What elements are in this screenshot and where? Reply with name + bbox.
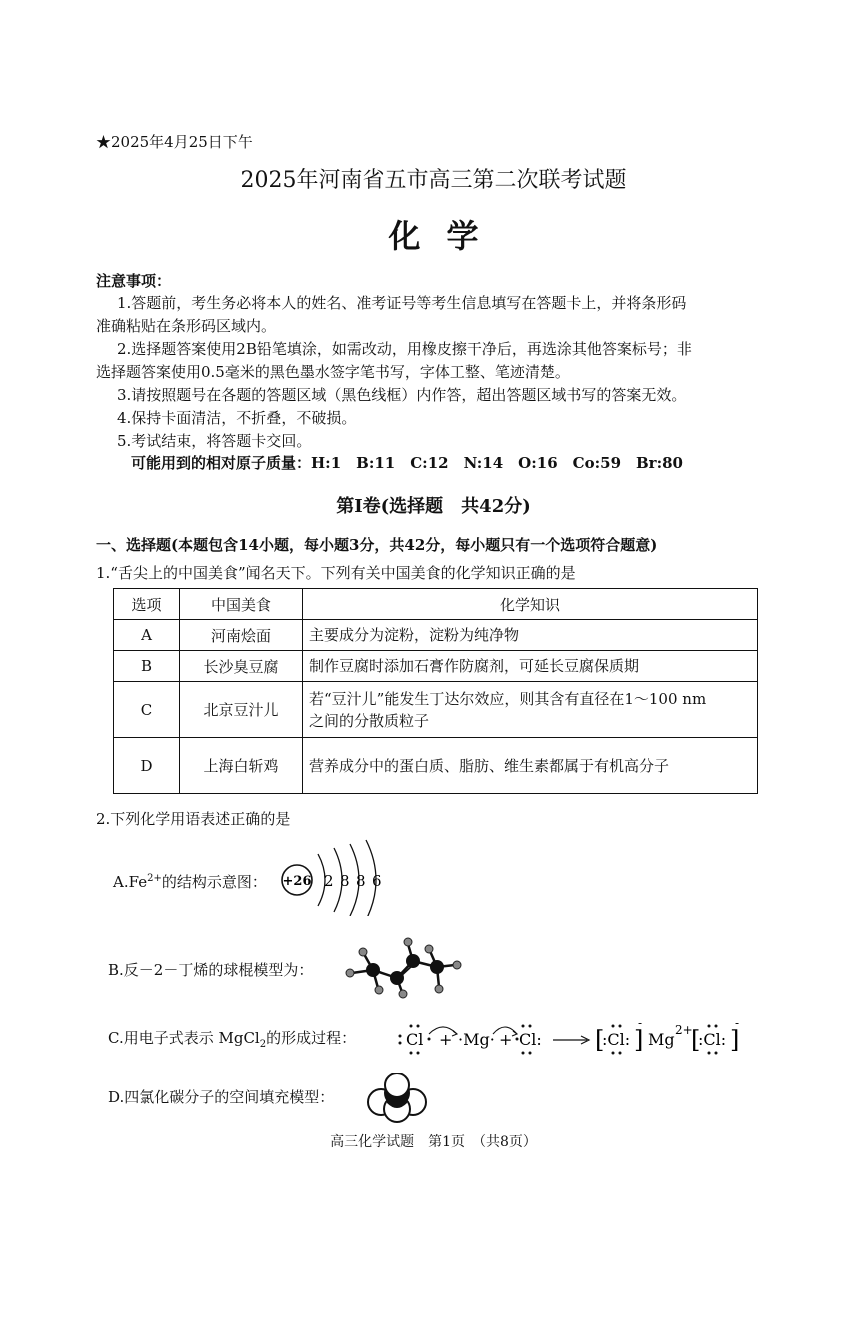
- volume-title: 第Ⅰ卷(选择题 共42分): [336, 496, 531, 517]
- note-line-6: 4.保持卡面清洁，不折叠，不破损。: [117, 409, 357, 427]
- knowledge-line-1: 若“豆汁儿”能发生丁达尔效应，则其含有直径在1～100 nm: [309, 689, 707, 708]
- row-option: D: [114, 738, 180, 794]
- table-row: [114, 651, 758, 682]
- bracket-left: [: [691, 1026, 701, 1054]
- atomic-masses: 可能用到的相对原子质量：H:1 B:11 C:12 N:14 O:16 Co:59 Br:80: [131, 454, 683, 472]
- cl-symbol: Cl:: [519, 1030, 542, 1049]
- cl-charge: -: [638, 1016, 643, 1030]
- note-line-1: 1.答题前，考生务必将本人的姓名、准考证号等考生信息填写在答题卡上，并将条形码: [117, 294, 687, 312]
- row-food: 长沙臭豆腐: [180, 651, 303, 682]
- row-food: 河南烩面: [180, 620, 303, 651]
- row-knowledge: 营养成分中的蛋白质、脂肪、维生素都属于有机高分子: [303, 738, 758, 794]
- space-filling-model: [367, 1073, 427, 1123]
- c-suffix: 的形成过程：: [266, 1029, 357, 1047]
- exam-title: 2025年河南省五市高三第二次联考试题: [240, 168, 627, 193]
- note-line-5: 3.请按照题号在各题的答题区域（黑色线框）内作答，超出答题区域书写的答案无效。: [117, 386, 687, 404]
- q2-option-d-label: D.四氯化碳分子的空间填充模型：: [108, 1088, 335, 1106]
- shell-electrons: 8: [340, 872, 350, 890]
- exam-date: ★2025年4月25日下午: [96, 133, 253, 151]
- q2-option-c-label: [108, 1027, 356, 1050]
- subject-title: 化学: [388, 217, 505, 255]
- table-row: [114, 682, 758, 738]
- shell-electrons: 2: [324, 872, 334, 890]
- c-sub: 2: [259, 1039, 267, 1050]
- q2-option-a-label: [113, 871, 267, 892]
- mg-charge: 2+: [675, 1023, 693, 1037]
- knowledge-line-2: 之间的分散质粒子: [309, 711, 430, 730]
- row-food: 上海白斩鸡: [180, 738, 303, 794]
- bracket-right: ]: [634, 1026, 644, 1054]
- product-mg: Mg: [648, 1030, 675, 1049]
- product-cl: :Cl:: [698, 1030, 727, 1049]
- table-header-row: [114, 589, 758, 620]
- shell-electrons: 8: [356, 872, 366, 890]
- product-cl: :Cl:: [602, 1030, 631, 1049]
- table-row: [114, 738, 758, 794]
- cl-charge: -: [735, 1016, 740, 1030]
- q1-table: [113, 588, 758, 794]
- a-charge: 2+: [147, 873, 162, 884]
- row-knowledge: [303, 682, 758, 738]
- header-food: 中国美食: [180, 589, 303, 620]
- note-line-7: 5.考试结束，将答题卡交回。: [117, 432, 312, 450]
- row-option: A: [114, 620, 180, 651]
- mg-symbol: ·Mg·: [458, 1030, 495, 1049]
- note-line-2: 准确粘贴在条形码区域内。: [96, 317, 277, 335]
- note-line-3: 2.选择题答案使用2B铅笔填涂，如需改动，用橡皮擦干净后，再选涂其他答案标号；非: [117, 340, 692, 358]
- note-line-4: 选择题答案使用0.5毫米的黑色墨水签字笔书写，字体工整、笔迹清楚。: [96, 363, 570, 381]
- q1-stem: 1.“舌尖上的中国美食”闻名天下。下列有关中国美食的化学知识正确的是: [96, 564, 576, 582]
- row-food: 北京豆汁儿: [180, 682, 303, 738]
- shell-electrons: 6: [372, 872, 382, 890]
- plus-sign: +: [499, 1030, 513, 1049]
- bracket-left: [: [595, 1026, 605, 1054]
- row-option: B: [114, 651, 180, 682]
- header-option: 选项: [114, 589, 180, 620]
- row-option: C: [114, 682, 180, 738]
- a-prefix: A.Fe: [113, 873, 148, 891]
- table-row: [114, 620, 758, 651]
- electron-formula-diagram: [395, 1012, 757, 1062]
- c-prefix: C.用电子式表示 MgCl: [108, 1029, 260, 1047]
- section-title: 一、选择题(本题包含14小题，每小题3分，共42分，每小题只有一个选项符合题意): [96, 536, 658, 554]
- page-footer: 高三化学试题 第1页 （共8页）: [330, 1134, 537, 1150]
- header-knowledge: 化学知识: [303, 589, 758, 620]
- q2-stem: 2.下列化学用语表述正确的是: [96, 810, 291, 828]
- bracket-right: ]: [730, 1026, 740, 1054]
- a-suffix: 的结构示意图：: [161, 873, 267, 891]
- fe-ion-structure-diagram: [278, 836, 388, 916]
- plus-sign: +: [439, 1030, 453, 1049]
- cl-symbol: Cl: [406, 1030, 424, 1049]
- row-knowledge: 主要成分为淀粉，淀粉为纯净物: [303, 620, 758, 651]
- nucleus-charge: +26: [282, 874, 312, 889]
- notes-heading: 注意事项：: [96, 272, 172, 290]
- ball-and-stick-model: [342, 934, 467, 1004]
- q2-option-b-label: B.反－2－丁烯的球棍模型为：: [108, 961, 314, 979]
- row-knowledge: 制作豆腐时添加石膏作防腐剂，可延长豆腐保质期: [303, 651, 758, 682]
